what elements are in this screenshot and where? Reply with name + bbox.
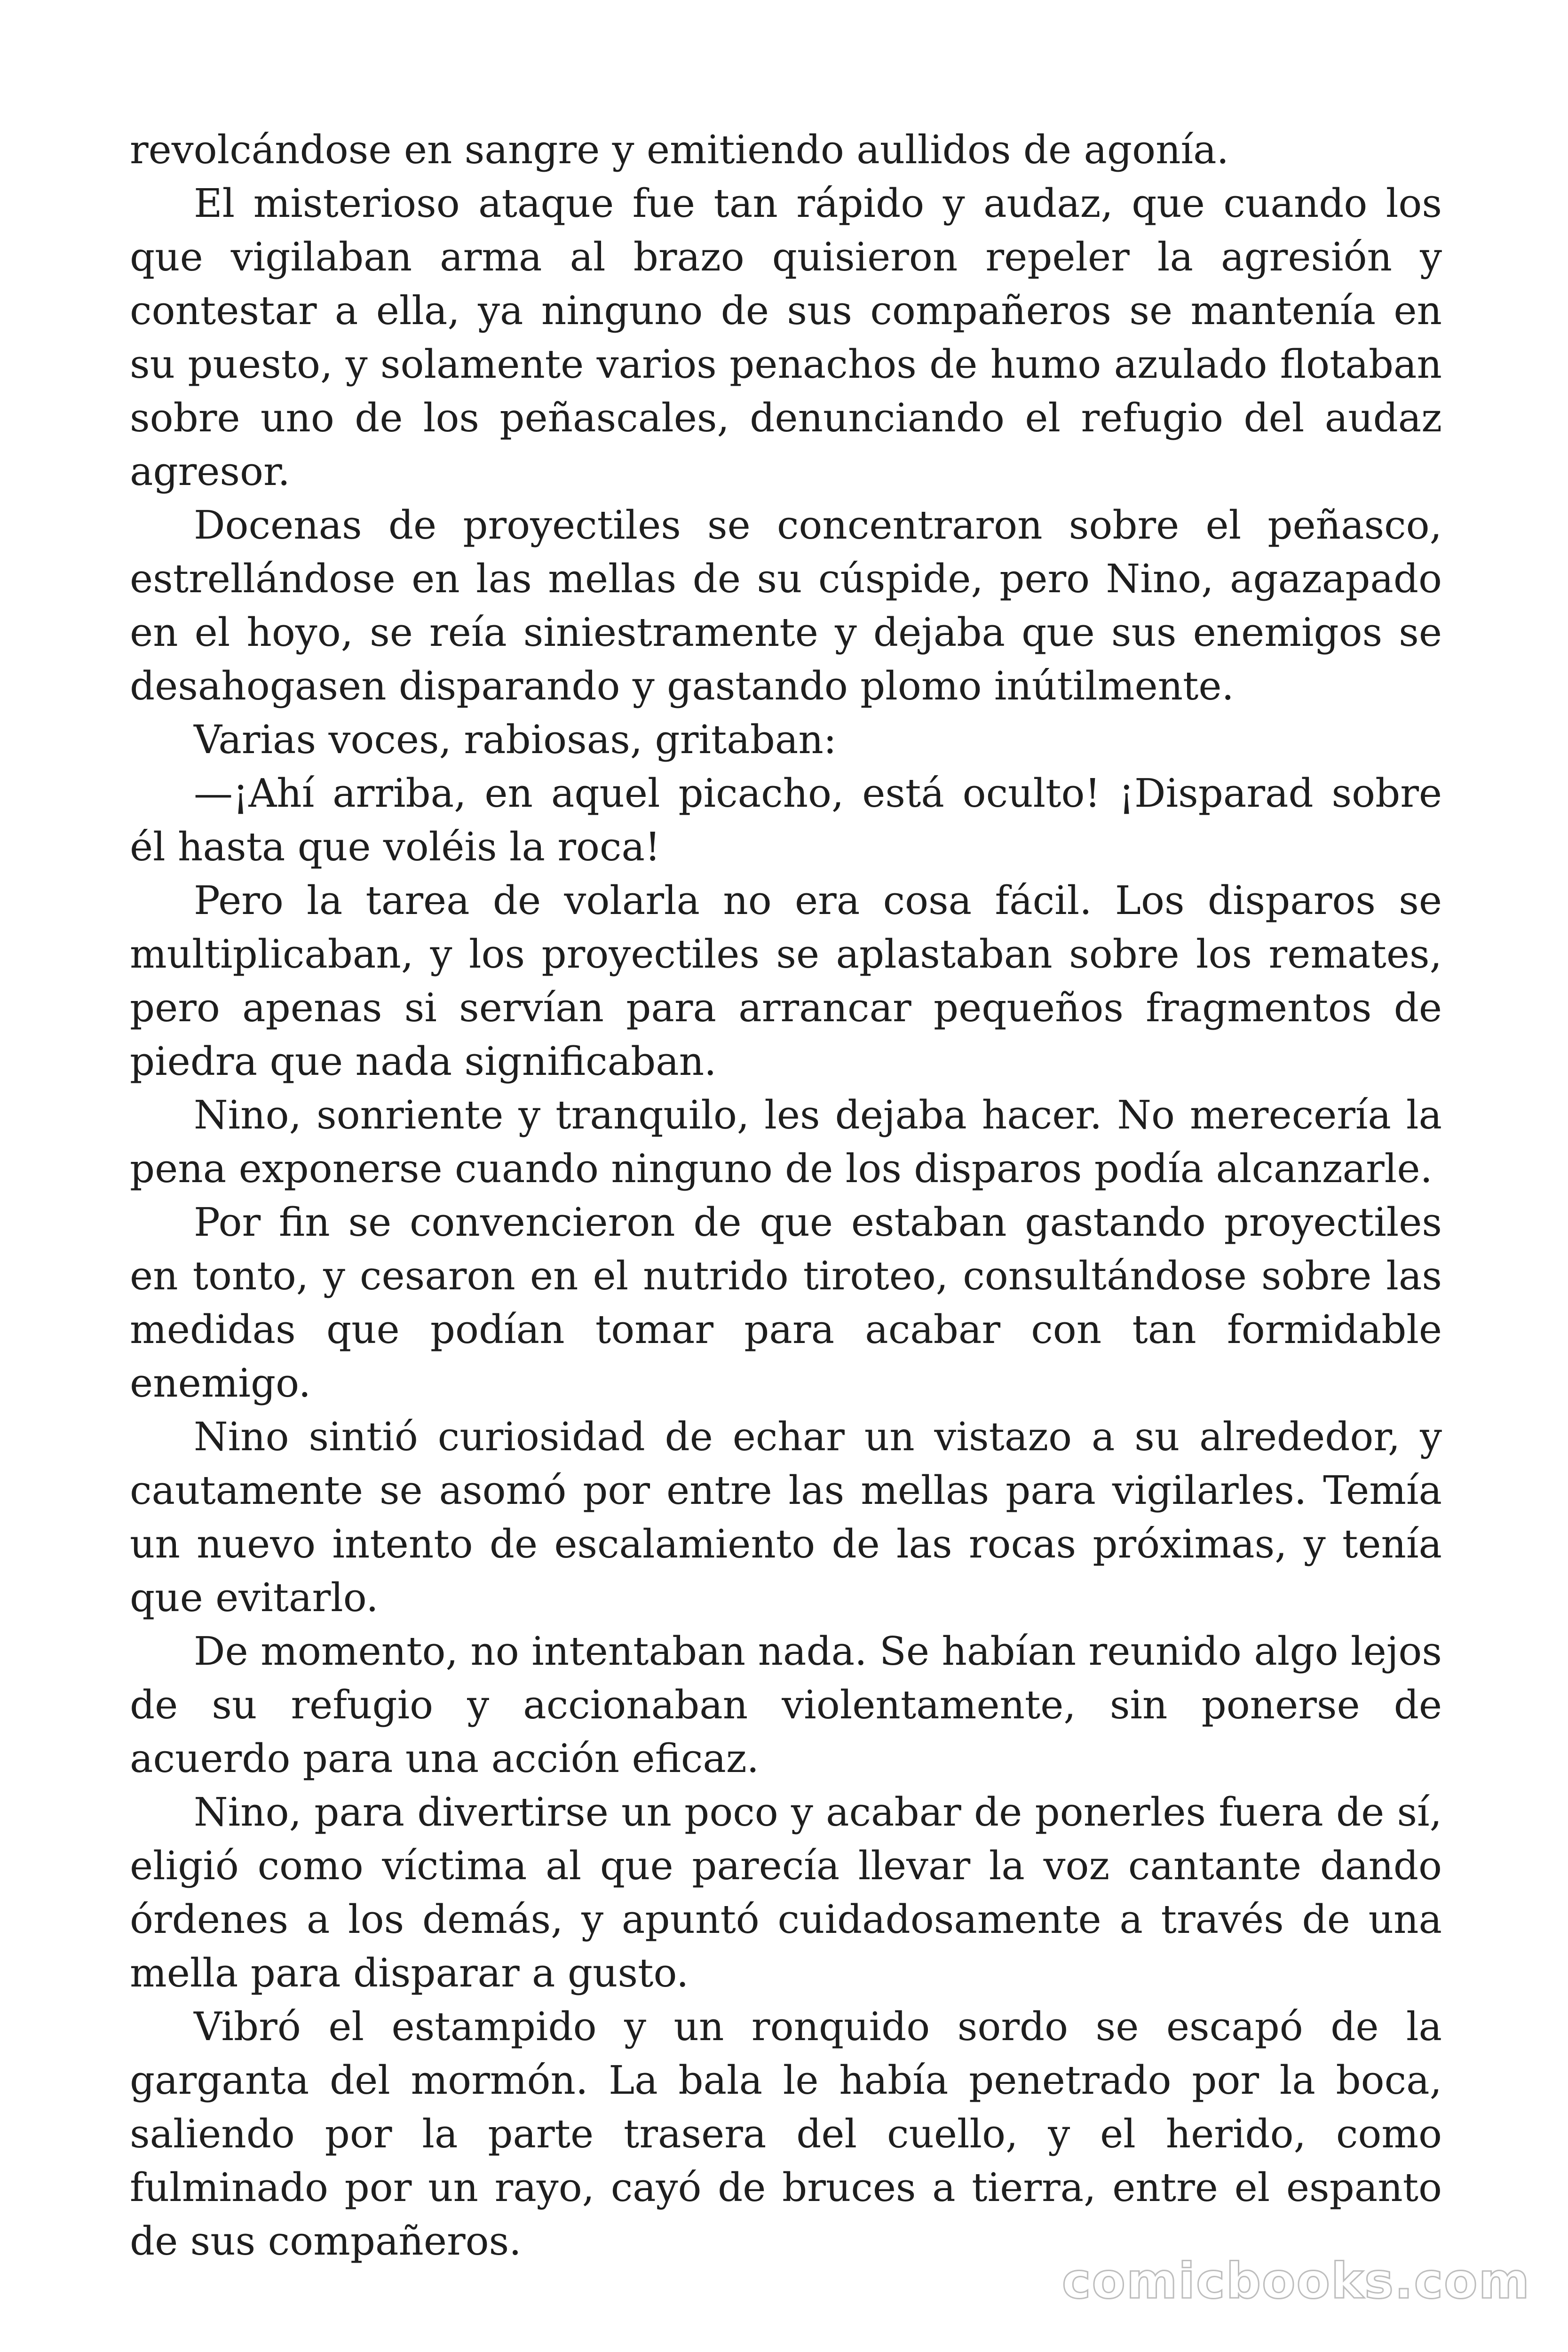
book-page-text (130, 123, 1442, 2268)
paragraph: Vibró el estampido y un ronquido sordo se escapó de la garganta del mormón. La bala le había penetrado por la boca, saliendo por la parte trasera del cuello, y el herido, como fulminado por un rayo, cayó de bruces a tierra, entre el espanto de sus compañeros. (130, 2004, 1442, 2264)
paragraph: El misterioso ataque fue tan rápido y audaz, que cuando los que vigilaban arma al brazo quisieron repeler la agresión y contestar a ella, ya ninguno de sus compañeros se mantenía en su puesto, y solamente varios penachos de humo azulado flotaban sobre uno de los peñascales, denunciando el refugio del audaz agresor. (130, 181, 1442, 494)
dialogue-paragraph: —¡Ahí arriba, en aquel picacho, está oculto! ¡Disparad sobre él hasta que voléis la roca! (130, 771, 1442, 870)
paragraph: Varias voces, rabiosas, gritaban: (194, 717, 837, 763)
paragraph: Docenas de proyectiles se concentraron sobre el peñasco, estrellándose en las mellas de su cúspide, pero Nino, agazapado en el hoyo, se reía siniestramente y dejaba que sus enemigos se desahogasen disparando y gastando plomo inútilmente. (130, 502, 1442, 709)
paragraph: Pero la tarea de volarla no era cosa fácil. Los disparos se multiplicaban, y los proyectiles se aplastaban sobre los remates, pero apenas si servían para arrancar pequeños fragmentos de piedra que nada significaban. (130, 878, 1442, 1084)
paragraph-continuation: revolcándose en sangre y emitiendo aullidos de agonía. (130, 127, 1229, 173)
paragraph: Nino, sonriente y tranquilo, les dejaba hacer. No merecería la pena exponerse cuando ninguno de los disparos podía alcanzarle. (130, 1092, 1442, 1192)
paragraph: Por fin se convencieron de que estaban gastando proyectiles en tonto, y cesaron en el nutrido tiroteo, consultándose sobre las medidas que podían tomar para acabar con tan formidable enemigo. (130, 1200, 1442, 1406)
watermark: comicbooks.com (1061, 2252, 1530, 2310)
paragraph: De momento, no intentaban nada. Se habían reunido algo lejos de su refugio y accionaban violentamente, sin ponerse de acuerdo para una acción eficaz. (130, 1629, 1442, 1781)
paragraph: Nino sintió curiosidad de echar un vistazo a su alrededor, y cautamente se asomó por entre las mellas para vigilarles. Temía un nuevo intento de escalamiento de las rocas próximas, y tenía que evitarlo. (130, 1414, 1442, 1621)
paragraph: Nino, para divertirse un poco y acabar de ponerles fuera de sí, eligió como víctima al que parecía llevar la voz cantante dando órdenes a los demás, y apuntó cuidadosamente a través de una mella para disparar a gusto. (130, 1789, 1442, 1996)
